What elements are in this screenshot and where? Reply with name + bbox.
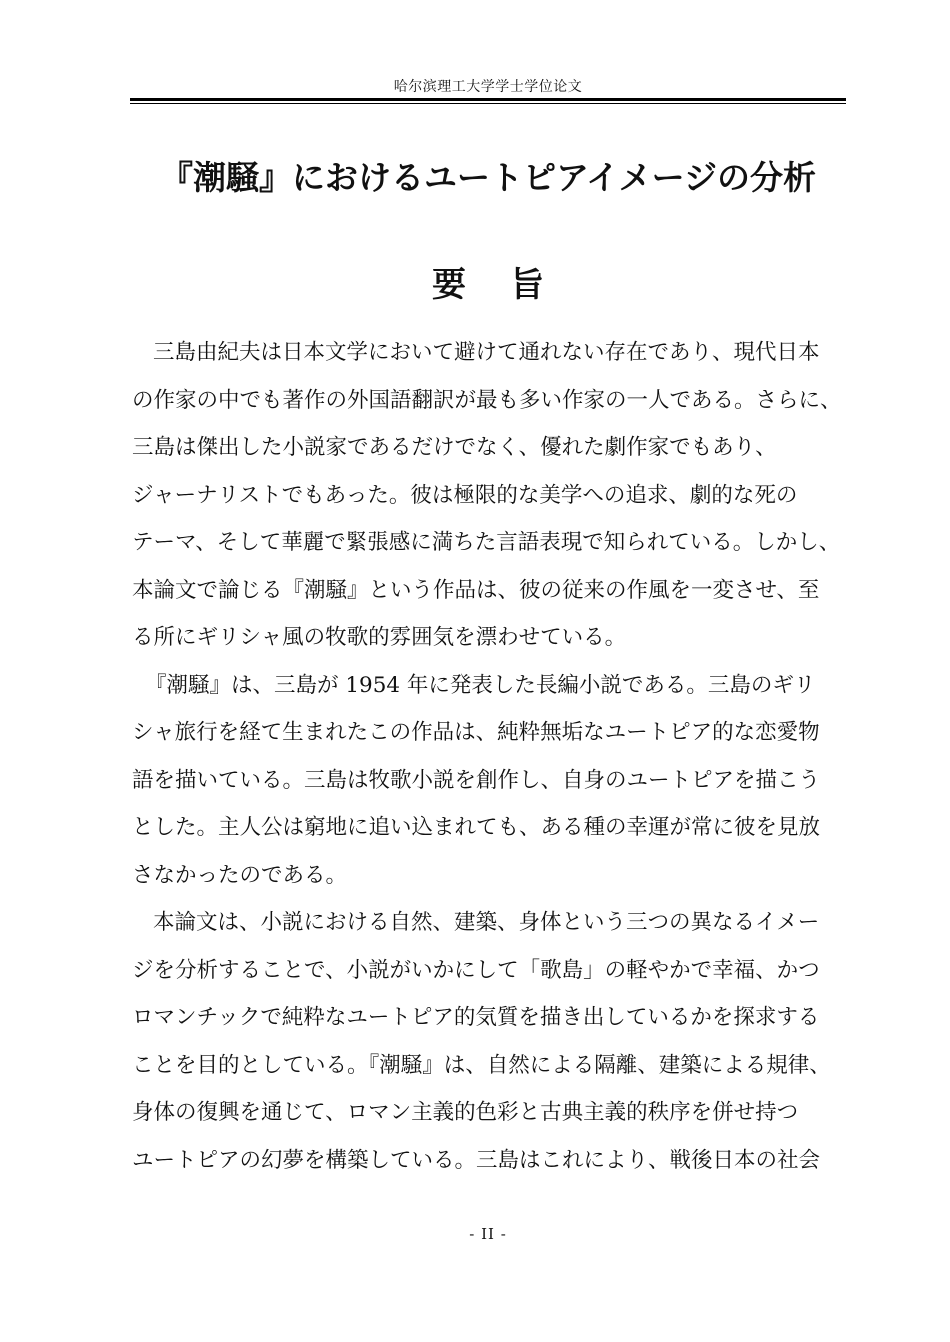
paragraph-1-line-1: 三島由紀夫は日本文学において避けて通れない存在であり、現代日本: [153, 340, 820, 365]
header-rule-thin: [130, 103, 846, 104]
header-rule-thick: [130, 98, 846, 101]
running-header: 哈尔滨理工大学学士学位论文: [393, 79, 583, 95]
paragraph-1-line-3: 三島は傑出した小説家であるだけでなく、優れた劇作家でもあり、: [132, 435, 777, 460]
paragraph-2-line-1: 『潮騒』は、三島が 1954 年に発表した長編小説である。三島のギリ: [145, 672, 816, 698]
paragraph-3-line-2: ジを分析することで、小説がいかにして「歌島」の軽やかで幸福、かつ: [132, 957, 820, 983]
paragraph-3-line-5: 身体の復興を通じて、ロマン主義的色彩と古典主義的秩序を併せ持つ: [132, 1100, 799, 1125]
paragraph-1-line-4: ジャーナリストでもあった。彼は極限的な美学への追求、劇的な死の: [132, 482, 798, 508]
thesis-title: 『潮騒』におけるユートピアイメージの分析: [159, 158, 817, 197]
abstract-heading: 要旨: [432, 265, 588, 305]
abstract-body: [132, 329, 848, 1184]
paragraph-3-line-3: ロマンチックで純粋なユートピア的気質を描き出しているかを探求する: [132, 1005, 820, 1030]
paragraph-1-line-6: 本論文で論じる『潮騒』という作品は、彼の従来の作風を一変させ、至: [132, 577, 820, 603]
paragraph-3-line-4: ことを目的としている。『潮騒』は、自然による隔離、建築による規律、: [132, 1052, 831, 1078]
paragraph-2-line-2: シャ旅行を経て生まれたこの作品は、純粋無垢なユートピア的な恋愛物: [132, 720, 820, 745]
paragraph-1-line-7: る所にギリシャ風の牧歌的雰囲気を漂わせている。: [132, 625, 627, 650]
page-number: - II -: [469, 1225, 507, 1243]
paragraph-2-line-4: とした。主人公は窮地に追い込まれても、ある種の幸運が常に彼を見放: [132, 815, 821, 840]
paragraph-2-line-5: さなかったのである。: [132, 862, 348, 888]
paragraph-3-line-6: ユートピアの幻夢を構築している。三島はこれにより、戦後日本の社会: [132, 1147, 821, 1173]
paragraph-1-line-2: の作家の中でも著作の外国語翻訳が最も多い作家の一人である。さらに、: [132, 387, 842, 413]
paragraph-1-line-5: テーマ、そして華麗で緊張感に満ちた言語表現で知られている。しかし、: [132, 530, 841, 555]
paragraph-3-line-1: 本論文は、小説における自然、建築、身体という三つの異なるイメー: [153, 910, 820, 935]
paragraph-2-line-3: 語を描いている。三島は牧歌小説を創作し、自身のユートピアを描こう: [132, 767, 821, 793]
